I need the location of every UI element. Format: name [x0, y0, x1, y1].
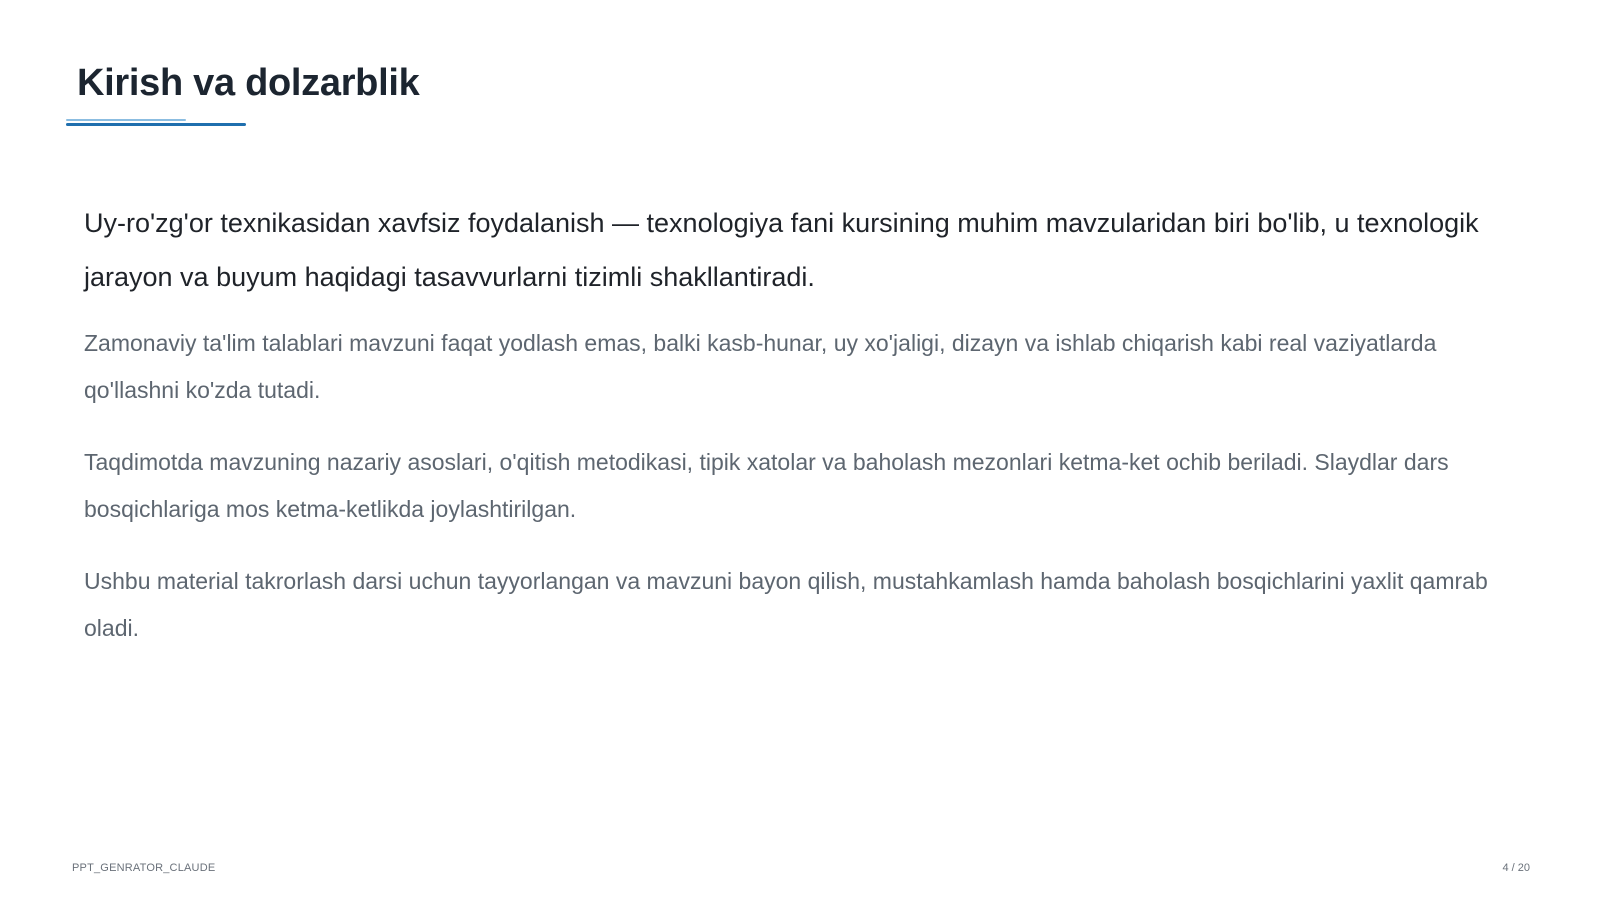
body-paragraph-3: Ushbu material takrorlash darsi uchun tayyorlangan va mavzuni bayon qilish, mustahkamlash hamda baholash bosqichlarini yaxlit qamrab oladi. — [84, 568, 1488, 641]
lead-paragraph: Uy-ro'zg'or texnikasidan xavfsiz foydalanish — texnologiya fani kursining muhim mavzularidan biri bo'lib, u texnologik jarayon va buyum haqidagi tasavvurlarni tizimli shakllantiradi. — [84, 208, 1479, 292]
title-underline — [66, 123, 246, 126]
footer-brand: PPT_GENRATOR_CLAUDE — [72, 862, 216, 874]
body-paragraph-2: Taqdimotda mavzuning nazariy asoslari, o'qitish metodikasi, tipik xatolar va baholash mezonlari ketma-ket ochib beriladi. Slaydlar dars bosqichlariga mos ketma-ketlikda joylashtirilgan. — [84, 449, 1449, 522]
body-paragraph-1: Zamonaviy ta'lim talablari mavzuni faqat yodlash emas, balki kasb-hunar, uy xo'jaligi, dizayn va ishlab chiqarish kabi real vaziyatlarda qo'llashni ko'zda tutadi. — [84, 330, 1437, 403]
title-underline-accent — [66, 119, 186, 121]
page-number: 4 / 20 — [1502, 862, 1530, 874]
slide-title: Kirish va dolzarblik — [77, 62, 420, 104]
slide-content — [84, 196, 1524, 677]
